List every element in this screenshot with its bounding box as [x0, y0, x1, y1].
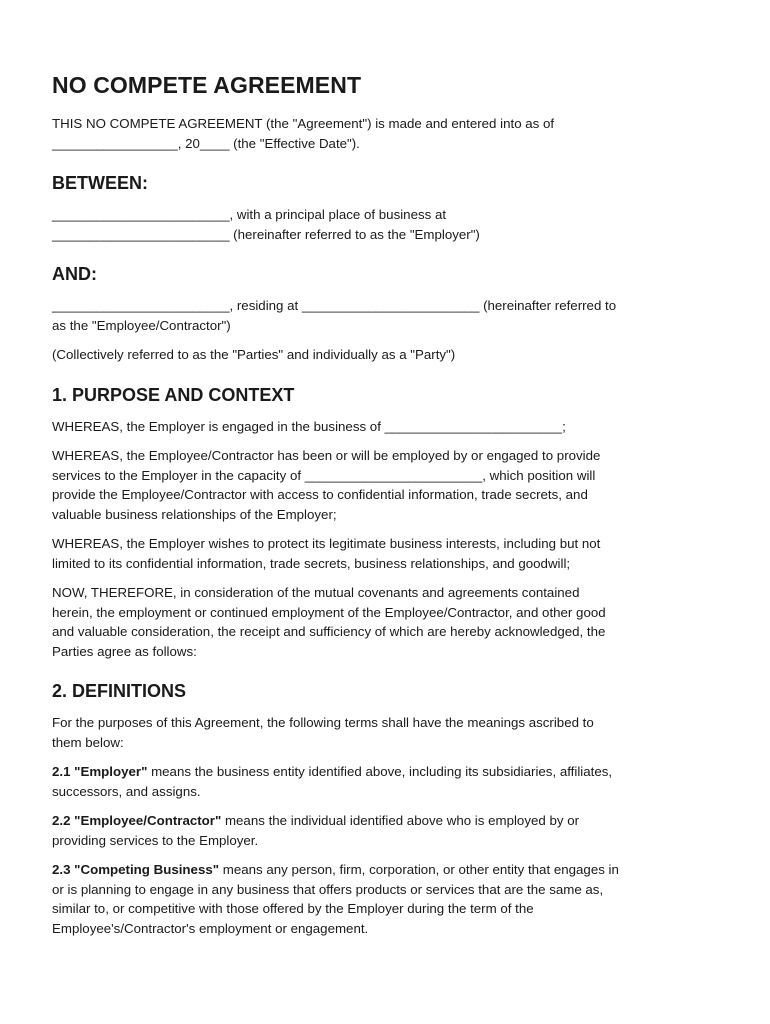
document-page: [52, 70, 722, 938]
para-line: services to the Employer in the capacity of ________________________, which position will: [52, 467, 596, 483]
para-line: WHEREAS, the Employee/Contractor has been or will be employed by or engaged to provide: [52, 448, 601, 463]
definition-text: means the business entity identified above, including its subsidiaries, affiliates,: [147, 764, 613, 779]
section-1-heading: 1. PURPOSE AND CONTEXT: [52, 384, 295, 405]
para-line: NOW, THEREFORE, in consideration of the mutual covenants and agreements contained: [52, 585, 580, 600]
para-line: similar to, or competitive with those offered by the Employer during the term of the: [52, 901, 534, 916]
para-line: [52, 860, 722, 880]
para-line: Parties agree as follows:: [52, 643, 197, 659]
between-line-2: ________________________ (hereinafter referred to as the "Employer"): [52, 226, 480, 242]
para-line: limited to its confidential information, trade secrets, business relationships, and goodwill;: [52, 555, 571, 571]
section-1-para-4: [52, 583, 722, 661]
intro-line-2: _________________, 20____ (the "Effective Date").: [52, 135, 360, 151]
para-line: successors, and assigns.: [52, 783, 201, 799]
para-line: Employee's/Contractor's employment or engagement.: [52, 920, 369, 936]
para-line: [52, 762, 722, 782]
definition-employer: [52, 762, 722, 801]
definition-employee-contractor: [52, 811, 722, 850]
definition-competing-business: [52, 860, 722, 938]
and-line-2: as the "Employee/Contractor"): [52, 317, 231, 333]
definition-term: 2.2 "Employee/Contractor": [52, 813, 222, 828]
para-line: [52, 811, 722, 831]
definition-text: means any person, firm, corporation, or other entity that engages in: [219, 862, 619, 877]
definition-term: 2.3 "Competing Business": [52, 862, 220, 877]
para-line: providing services to the Employer.: [52, 832, 259, 848]
section-1-para-2: [52, 446, 722, 524]
para-line: WHEREAS, the Employer wishes to protect its legitimate business interests, including but not: [52, 536, 601, 551]
document-title: NO COMPETE AGREEMENT: [52, 72, 362, 98]
para-line: For the purposes of this Agreement, the following terms shall have the meanings ascribed to: [52, 715, 594, 730]
section-1-para-1: WHEREAS, the Employer is engaged in the business of ________________________;: [52, 418, 566, 434]
between-heading: BETWEEN:: [52, 173, 148, 193]
para-line: herein, the employment or continued employment of the Employee/Contractor, and other good: [52, 604, 606, 620]
para-line: provide the Employee/Contractor with access to confidential information, trade secrets, and: [52, 487, 588, 502]
definition-term: 2.1 "Employer": [52, 764, 148, 779]
and-line-1: ________________________, residing at ________________________ (hereinafter referred to: [52, 298, 617, 313]
definition-text: means the individual identified above who is employed by or: [221, 813, 580, 828]
and-heading: AND:: [52, 264, 97, 284]
para-line: or is planning to engage in any business that offers products or services that are the same as,: [52, 881, 604, 897]
collective-note: (Collectively referred to as the "Parties" and individually as a "Party"): [52, 347, 456, 362]
para-line: valuable business relationships of the Employer;: [52, 506, 337, 522]
para-line: them below:: [52, 734, 124, 750]
intro-line-1: THIS NO COMPETE AGREEMENT (the "Agreement") is made and entered into as of: [52, 116, 555, 131]
between-line-1: ________________________, with a principal place of business at: [52, 207, 447, 222]
section-1-para-3: [52, 534, 722, 573]
para-line: and valuable consideration, the receipt and sufficiency of which are hereby acknowledged, the: [52, 624, 606, 639]
section-2-heading: 2. DEFINITIONS: [52, 681, 187, 701]
section-2-intro: [52, 713, 722, 752]
